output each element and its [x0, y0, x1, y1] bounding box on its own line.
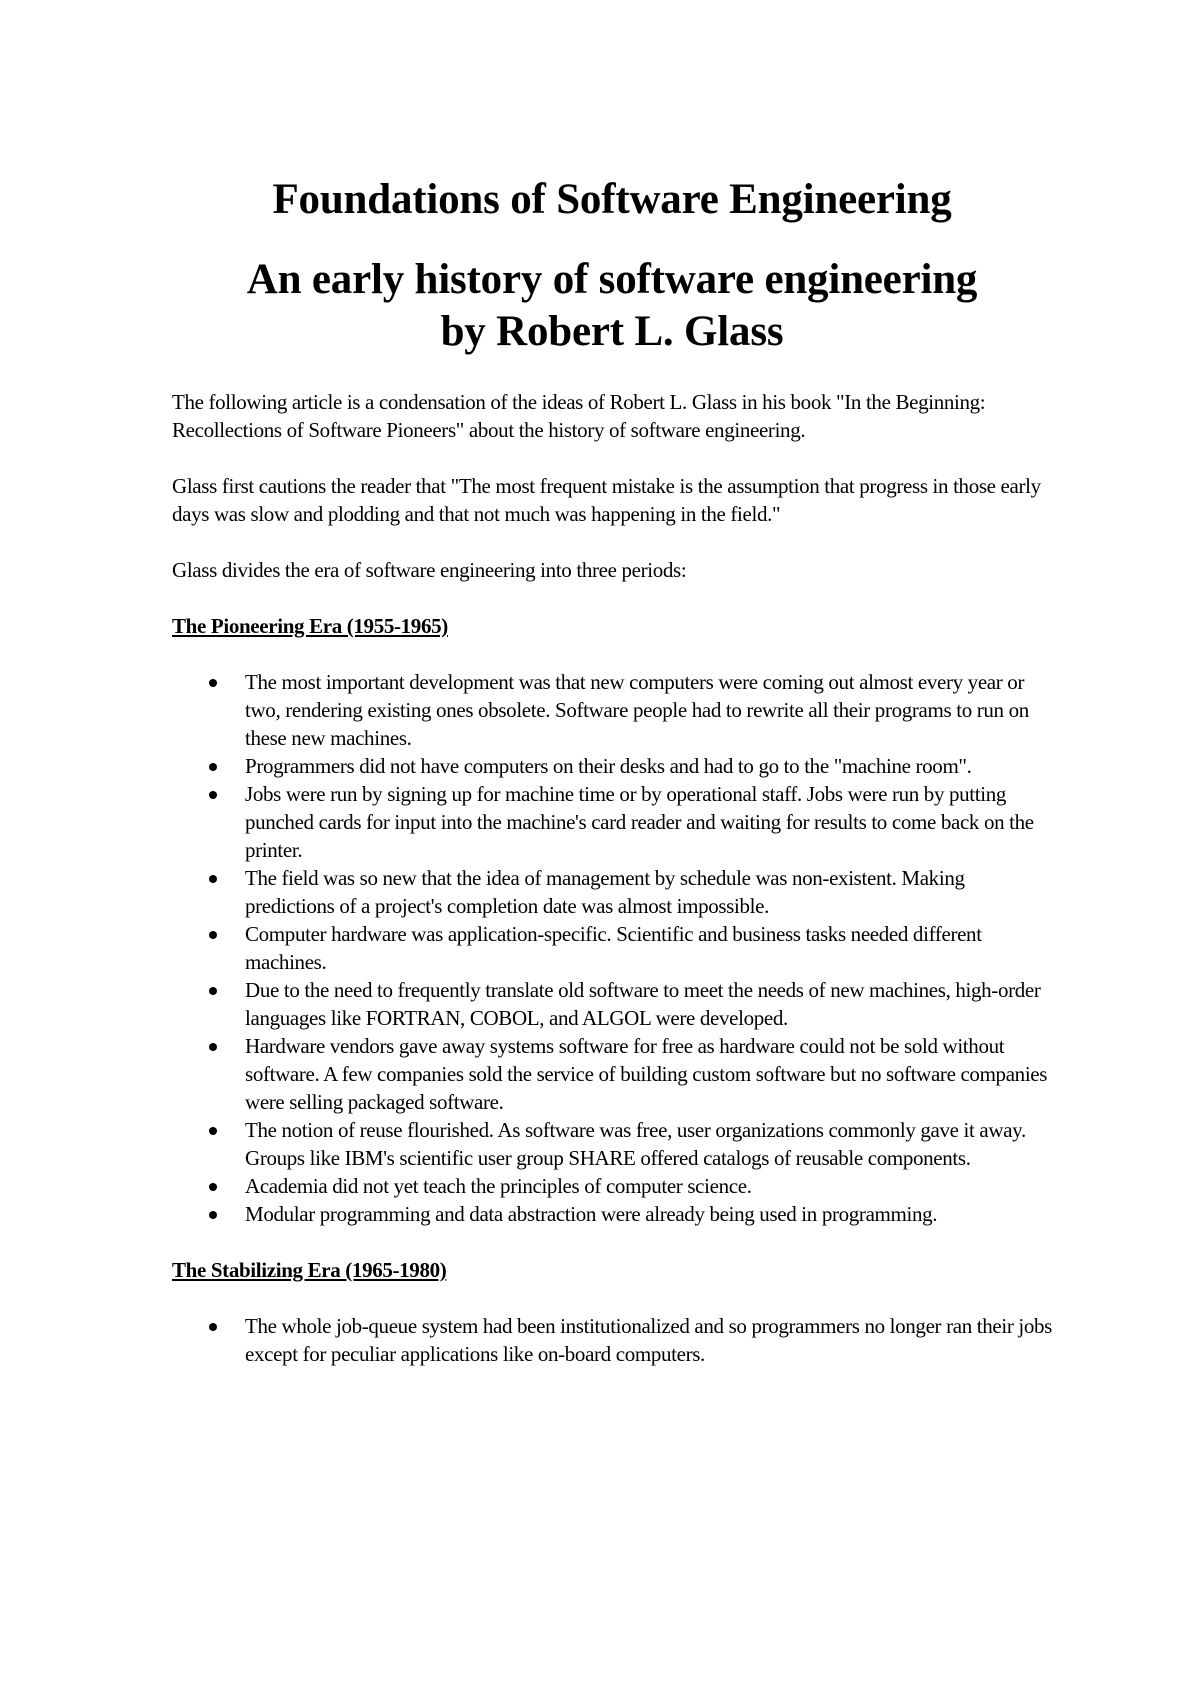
bullet-icon — [209, 1183, 217, 1191]
stabilizing-era-list — [172, 1312, 1052, 1368]
list-item-text: Academia did not yet teach the principles of computer science. — [245, 1174, 752, 1198]
section-heading-stabilizing-era: The Stabilizing Era (1965-1980) — [172, 1258, 447, 1282]
list-item — [172, 1312, 1052, 1368]
document-subtitle: An early history of software engineering — [246, 256, 978, 303]
bullet-icon — [209, 791, 217, 799]
list-item-text: The whole job-queue system had been institutionalized and so programmers no longer ran their jobs except for peculiar applications like on-board computers. — [245, 1314, 1053, 1366]
intro-paragraph: Glass first cautions the reader that "The most frequent mistake is the assumption that progress in those early days was slow and plodding and that not much was happening in the field." — [172, 474, 1041, 526]
bullet-icon — [209, 763, 217, 771]
list-item-text: Computer hardware was application-specific. Scientific and business tasks needed different machines. — [245, 922, 982, 974]
bullet-icon — [209, 931, 217, 939]
list-item-text: Due to the need to frequently translate old software to meet the needs of new machines, high-order languages like FORTRAN, COBOL, and ALGOL were developed. — [245, 978, 1041, 1030]
list-item — [172, 1032, 1052, 1116]
list-item-text: Programmers did not have computers on their desks and had to go to the "machine room". — [245, 754, 972, 778]
bullet-icon — [209, 1211, 217, 1219]
list-item-text: Jobs were run by signing up for machine time or by operational staff. Jobs were run by putting punched cards for input into the machine's card reader and waiting for results to come back on the printer. — [245, 782, 1034, 862]
list-item — [172, 752, 1052, 780]
document-title: Foundations of Software Engineering — [272, 176, 952, 223]
intro-paragraph: The following article is a condensation of the ideas of Robert L. Glass in his book "In the Beginning: Recollections of Software Pioneers" about the history of software engineering. — [172, 390, 986, 442]
bullet-icon — [209, 1323, 217, 1331]
list-item — [172, 864, 1052, 920]
bullet-icon — [209, 987, 217, 995]
bullet-icon — [209, 1127, 217, 1135]
list-item-text: The notion of reuse flourished. As software was free, user organizations commonly gave it away. Groups like IBM's scientific user group SHARE offered catalogs of reusable components. — [245, 1118, 1026, 1170]
bullet-icon — [209, 875, 217, 883]
list-item-text: Modular programming and data abstraction were already being used in programming. — [245, 1202, 938, 1226]
list-item-text: The field was so new that the idea of management by schedule was non-existent. Making predictions of a project's completion date was almost impossible. — [245, 866, 965, 918]
list-item — [172, 1116, 1052, 1172]
bullet-icon — [209, 1043, 217, 1051]
list-item — [172, 920, 1052, 976]
bullet-icon — [209, 679, 217, 687]
list-item-text: The most important development was that new computers were coming out almost every year or two, rendering existing ones obsolete. Software people had to rewrite all their programs to run on these new machines. — [245, 670, 1029, 750]
document-content — [172, 174, 1052, 1396]
list-item — [172, 1200, 1052, 1228]
list-item — [172, 1172, 1052, 1200]
pioneering-era-list — [172, 668, 1052, 1228]
section-heading-pioneering-era: The Pioneering Era (1955-1965) — [172, 614, 448, 638]
list-item — [172, 976, 1052, 1032]
document-byline: by Robert L. Glass — [440, 308, 784, 355]
intro-paragraph: Glass divides the era of software engineering into three periods: — [172, 558, 687, 582]
list-item — [172, 780, 1052, 864]
list-item-text: Hardware vendors gave away systems software for free as hardware could not be sold without software. A few companies sold the service of building custom software but no software companies were selling packaged software. — [245, 1034, 1048, 1114]
list-item — [172, 668, 1052, 752]
